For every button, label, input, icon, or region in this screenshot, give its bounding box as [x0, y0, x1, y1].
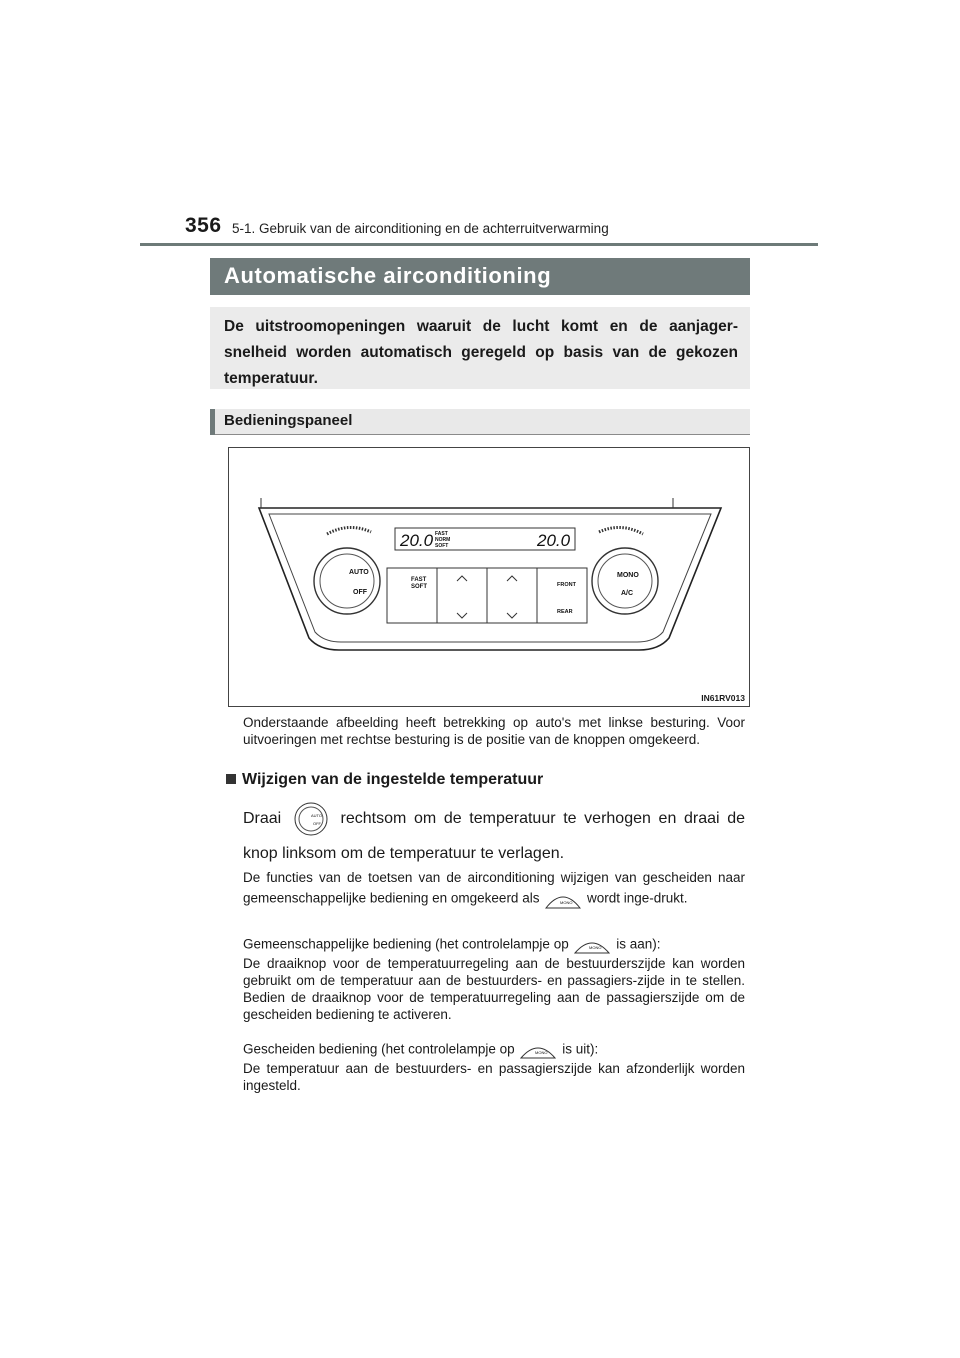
figure-code: IN61RV013: [701, 693, 745, 703]
display-mode-soft: SOFT: [435, 543, 449, 549]
control-panel-illustration: [229, 448, 749, 706]
knob-mono-label: MONO: [617, 572, 639, 579]
rear-label: REAR: [557, 609, 573, 615]
auto-off-icon-auto: AUTO: [310, 813, 322, 818]
fast-label: FAST: [411, 577, 427, 583]
separate-control-paragraph: [243, 1040, 745, 1094]
bullet-square-icon: [226, 774, 236, 784]
subsection-heading: Bedieningspaneel: [210, 409, 750, 435]
separate-control-b: is uit):: [562, 1041, 599, 1057]
intro-box: De uitstroomopeningen waaruit de lucht komt en de aanjager-snelheid worden automatisch geregeld op basis van de gekozen temperatuur.: [210, 307, 750, 389]
display-mode-fast: FAST: [435, 531, 448, 537]
knob-off-label: OFF: [353, 589, 367, 596]
mono-button-icon-3: [518, 1040, 558, 1060]
knob-auto-label: AUTO: [349, 569, 369, 576]
temperature-heading-text: Wijzigen van de ingestelde temperatuur: [242, 771, 544, 788]
mono-button-icon-2: [572, 935, 612, 955]
instruction-part-b: rechtsom om de temperatuur te verhogen en draai de knop linksom om de temperatuur te verlagen.: [243, 810, 746, 862]
shared-control-paragraph: [243, 935, 745, 1023]
mode-paragraph: [243, 868, 745, 910]
orientation-note: Onderstaande afbeelding heeft betrekking op auto's met linkse besturing. Voor uitvoeringen met rechtse besturing is de positie van de knoppen omgekeerd.: [243, 715, 745, 747]
display-left-temp: 20.0: [400, 531, 434, 550]
page-number: 356: [185, 214, 222, 237]
separate-control-c: De temperatuur aan de bestuurders- en passagierszijde kan afzonderlijk worden ingesteld.: [243, 1061, 745, 1093]
shared-control-a: Gemeenschappelijke bediening (het controlelampje op: [243, 936, 569, 952]
section-title: Automatische airconditioning: [210, 258, 750, 295]
soft-label: SOFT: [411, 584, 427, 590]
mono-icon-label: MONO: [560, 900, 573, 905]
display-mode-norm: NORM: [435, 537, 451, 543]
control-panel-figure: [228, 447, 750, 707]
mono-button-icon: [543, 888, 583, 910]
shared-control-c: De draaiknop voor de temperatuurregeling aan de bestuurderszijde kan worden gebruikt om de temperatuur aan de bestuurders- en passagiers-zijde in te stellen. Bedien de draaiknop voor de temperatuurregeling aan de passagierszijde om de gescheiden bediening te activeren.: [243, 956, 745, 1022]
shared-control-b: is aan):: [616, 936, 661, 952]
auto-off-icon-off: OFF: [312, 821, 321, 826]
separate-control-a: Gescheiden bediening (het controlelampje op: [243, 1041, 515, 1057]
front-label: FRONT: [557, 582, 576, 588]
mono-icon-label-2: MONO: [589, 945, 602, 950]
mono-icon-label-3: MONO: [535, 1050, 548, 1055]
chapter-title: 5-1. Gebruik van de airconditioning en de achterruitverwarming: [232, 221, 609, 236]
instruction-part-a: Draai: [243, 810, 282, 828]
temperature-heading: [226, 771, 543, 789]
mode-paragraph-b: wordt inge-drukt.: [586, 890, 688, 906]
mode-paragraph-a: De functies van de toetsen van de airconditioning wijzigen van gescheiden naar gemeenschappelijke bediening en omgekeerd als: [243, 870, 745, 906]
knob-ac-label: A/C: [621, 590, 634, 597]
display-right-temp: 20.0: [537, 531, 571, 550]
auto-off-knob-icon: [289, 801, 333, 837]
instruction-paragraph: [243, 801, 745, 871]
header-divider: [140, 243, 818, 246]
